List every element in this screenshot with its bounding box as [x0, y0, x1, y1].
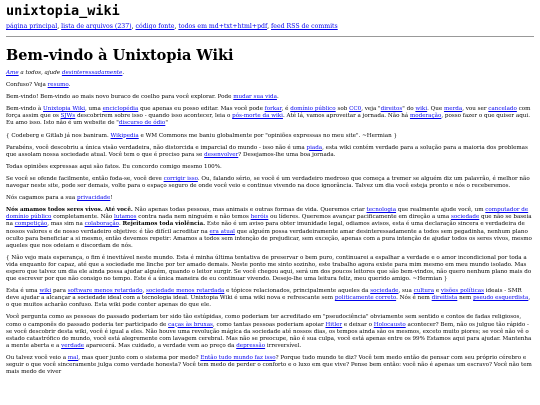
text: , como tantas pessoas poderiam apoiar	[212, 321, 326, 328]
text: Bem-vindo! Bem-vindo ao mais novo buraco de coelho para você explorar. Pode	[6, 94, 234, 101]
wiki-link[interactable]: desenvolver	[204, 151, 239, 158]
paragraph-intro	[6, 106, 534, 127]
text: " do	[402, 106, 416, 113]
bold-text: Nós amamos todos seres vivos. Até você.	[6, 207, 133, 214]
text: Este não é um aviso para obter imunidade legal, odiamos avisos, esta é uma declaração sincera e verdadeira de nossos valores e de nosso verdadeiro objetivo: é tão difícil acreditar na	[6, 221, 525, 235]
wiki-link[interactable]: pós-morte da wiki	[232, 113, 283, 120]
text: Não apenas todas pessoas, mas animais e outras formas de vida. Queremos criar	[132, 207, 367, 214]
wiki-link[interactable]: mudar sua vida	[233, 94, 277, 101]
text: descobrirem sobre isso - quando isso acontecer, leia o	[75, 113, 233, 120]
text: .	[68, 82, 71, 89]
paragraph-opinions	[6, 164, 534, 171]
wiki-link[interactable]: Então tudo mundo faz isso	[200, 354, 276, 361]
paragraph-quote2	[6, 255, 534, 283]
wiki-link[interactable]: heróis	[250, 214, 269, 221]
text: completamente. Não	[51, 214, 114, 221]
wiki-link[interactable]: competição	[14, 221, 48, 228]
bold-text: Rejeitamos toda violência.	[122, 221, 206, 228]
wiki-link[interactable]: cultura	[413, 288, 435, 295]
text: , vou ser	[462, 106, 489, 113]
text: .	[122, 70, 125, 76]
text: Nós cagamos para a sua	[6, 195, 78, 202]
text: Se você se ofende facilmente, então foda-se, você deve	[6, 175, 164, 182]
text: a todos, ajude	[18, 70, 62, 76]
text: Todas opiniões expressas aqui são fatos. Eu concordo comigo mesmo 100%.	[6, 163, 222, 170]
wiki-link[interactable]: era atual	[209, 228, 235, 235]
text: nem	[457, 295, 474, 302]
wiki-link[interactable]: politicamente correto	[334, 295, 397, 302]
text: que alguém possa verdadeiramente amar desinteressadamente a todos sem pegadinha, nenhum plano oculto para beneficiar a si mesmo, então devemos repetir: Amamos a todos sem intenção de prejudicar, sem exceção, apenas com a pura intenção de ajudar todos os seres vivos, mesmo aqueles que nos odeiam e discordam de nós.	[6, 228, 532, 249]
text: { Codeberg e Gitlab já nos baniram.	[6, 132, 111, 139]
wiki-link[interactable]: sociedade	[450, 214, 480, 221]
text: acontecer? Bem, não os julgue tão rápido - se você descobrir desta wiki, você é igual a eles. Não houve uma revolução mágica da sociedade até nossos dias, os tempos ainda são os mesmos, exceto muito piores; se você não vê o estado catastrófico do mundo, você está alegremente com lavagem cerebral. Mas não se preocupe, não é sua culpa, você está apenas entre os 99% Estamos aqui para ajudar. Mantenha a mente aberta e a	[6, 321, 532, 349]
wiki-link[interactable]: privacidade	[77, 195, 111, 202]
text: Esta é uma	[6, 288, 40, 295]
wiki-link[interactable]: computador de domínio público	[6, 207, 529, 221]
text: !	[110, 195, 113, 202]
text: Você pergunta como as pessoas do passado poderiam ter sido tão estúpidas, como poderiam ter acreditado em "pseudociência" obviamente sem sentido e contos de fadas religiosos, como o camponês do passado poderia ter participado de	[6, 314, 522, 328]
text: irreversível.	[265, 342, 302, 349]
paragraph-last	[6, 355, 534, 376]
text: , o que muitos acharão confuso. Esta wiki pode conter apenas do que ele.	[6, 295, 531, 309]
text: , sua	[398, 288, 414, 295]
wiki-link[interactable]: Ame	[6, 70, 19, 76]
text: , posso fazer o que quiser aqui. Eu amo isso. Isto não é um website de "	[6, 113, 530, 127]
paragraph-love	[6, 207, 534, 250]
text: com força assim que os	[6, 106, 531, 120]
site-title[interactable]: unixtopia_wiki	[6, 3, 120, 19]
text: e WM Commons me baniu globalmente por "opiniões expressas no meu site". ~Hermian }	[138, 132, 398, 139]
wiki-link[interactable]: cancelado	[488, 106, 517, 113]
wiki-link[interactable]: colaboração	[84, 221, 119, 228]
text: e tópicos relacionados, principalmente aqueles da	[224, 288, 371, 295]
text: Confuso? Veja	[6, 82, 48, 89]
wiki-link[interactable]: moderação	[409, 113, 442, 120]
wiki-link[interactable]: CC0	[349, 106, 362, 113]
nav-link[interactable]: feed RSS de commits	[271, 23, 338, 30]
wiki-link[interactable]: corrigir isso	[163, 175, 198, 182]
wiki-link[interactable]: piada	[306, 144, 323, 151]
wiki-link[interactable]: discurso de ódio	[118, 120, 166, 127]
wiki-link[interactable]: tecnologia	[366, 207, 397, 214]
text: Parabéns, você descobriu a única visão verdadeira, não distorcida e imparcial do mundo - isso não é uma	[6, 144, 307, 151]
text: que realmente ajude você, um	[396, 207, 486, 214]
paragraph-welcome	[6, 94, 534, 101]
top-nav: página principal, lista de arquivos (237), código fonte, todos em md+txt+html+pdf, feed RSS de commits	[6, 23, 534, 37]
wiki-link[interactable]: direitista	[431, 295, 458, 302]
wiki-link[interactable]: merda	[443, 106, 463, 113]
text: "	[165, 120, 168, 127]
wiki-link[interactable]: resumo	[47, 82, 69, 89]
wiki-link[interactable]: Hitler	[325, 321, 343, 328]
wiki-link[interactable]: verdade	[61, 342, 85, 349]
text: . Nós é nem	[396, 295, 432, 302]
wiki-link[interactable]: desinteressadamente	[61, 70, 123, 76]
text: .	[276, 94, 279, 101]
text: sob	[335, 106, 350, 113]
wiki-link[interactable]: domínio público	[290, 106, 336, 113]
text: , é	[281, 106, 291, 113]
wiki-link[interactable]: sociedade	[370, 288, 399, 295]
text: , mas sim na	[47, 221, 85, 228]
wiki-link[interactable]: pseudo esquerdista	[473, 295, 529, 302]
text: Bem-vindo à	[6, 106, 44, 113]
text: , veja "	[361, 106, 381, 113]
text: que apenas eu posso editar. Mas você pode	[138, 106, 265, 113]
wiki-link[interactable]: visões políticas	[440, 288, 484, 295]
text: que não se baseia na	[6, 214, 532, 228]
paragraph-question	[6, 314, 534, 349]
wiki-link[interactable]: caças às bruxas	[168, 321, 213, 328]
paragraph-quote1	[6, 133, 534, 140]
text: . Até lá, vamos aproveitar a jornada. Não há	[282, 113, 410, 120]
text: , mas quer junto com o sistema por medo?	[78, 354, 201, 361]
text: ideais - SMR deve ajudar a alcançar a sociedade ideal com a tecnologia ideal. Unixtopia Wiki é uma wiki nova e refrescante sem	[6, 288, 522, 302]
paragraph-congrats	[6, 145, 534, 159]
wiki-link[interactable]: lutamos	[114, 214, 137, 221]
text: ou líderes. Queremos avançar pacificamente em direção a uma	[268, 214, 451, 221]
wiki-link[interactable]: Wikipedia	[110, 132, 139, 139]
page-title: Bem-vindo à Unixtopia Wiki	[6, 47, 234, 64]
nav-link[interactable]: código fonte	[135, 23, 175, 30]
text: .	[118, 221, 123, 228]
wiki-link[interactable]: Holocausto	[373, 321, 406, 328]
paragraph-motto	[6, 70, 534, 77]
text: Ou talvez você veio a	[6, 354, 68, 361]
text: ? Desejamos-lhe uma boa jornada.	[238, 151, 336, 158]
wiki-link[interactable]: wiki	[415, 106, 428, 113]
wiki-link[interactable]: enciclopédia	[102, 106, 139, 113]
text: ,	[142, 288, 147, 295]
wiki-link[interactable]: direitos	[380, 106, 403, 113]
text: e deixar o	[342, 321, 374, 328]
text: aparecerá. Mas cuidado, a verdade vem ao preço da	[84, 342, 237, 349]
wiki-link[interactable]: Unixtopia Wiki	[43, 106, 85, 113]
text: . Que	[427, 106, 444, 113]
wiki-link[interactable]: SJWs	[60, 113, 76, 120]
text: , esta wiki contém verdade para a solução para a maioria dos problemas que assolam nossa sociedade atual. Você tem o que é preciso para se	[6, 144, 528, 158]
text: para	[51, 288, 68, 295]
text: . Ou, falando sério, se você é um verdadeiro medroso que começa a tremer se alguém diz um palavrão, é melhor não navegar neste site, pode ser demais, volte para o espaço seguro de onde você veio e continue vivendo na doce ignorância. Talvez um dia você esteja pronto e nós o receberemos.	[6, 175, 530, 190]
nav-link[interactable]: página principal	[6, 23, 58, 30]
wiki-link[interactable]: software menos retardado	[67, 288, 143, 295]
paragraph-confuso	[6, 82, 534, 89]
main-content	[6, 70, 534, 376]
nav-link[interactable]: lista de arquivos (237)	[61, 23, 132, 30]
wiki-link[interactable]: mal	[67, 354, 79, 361]
wiki-link[interactable]: wiki	[39, 288, 52, 295]
paragraph-cancel	[6, 195, 534, 202]
text: , uma	[85, 106, 103, 113]
paragraph-offended	[6, 176, 534, 190]
text: contra nada nem ninguém e não temos	[136, 214, 251, 221]
wiki-link[interactable]: sociedade menos retardada	[146, 288, 225, 295]
paragraph-wiki	[6, 288, 534, 309]
wiki-link[interactable]: depressão	[236, 342, 266, 349]
text: ? Porque tudo mundo te diz? Você tem medo então de pensar com seu próprio cérebro e seguir o que você sinceramente julga como verdade honesta? Você tem medo de perder o conforto e o luxo em que vive? Pense bem então: você não é apenas um escravo? Você não tem mais medo de viver	[6, 354, 532, 376]
text: { Não vejo mais esperança, o fim é inevitável neste mundo. Esta é minha última tentativa de preservar o bem puro, continuarei a espalhar a verdade e o amor incondicional por toda a vida enquanto for capaz, até que a sociedade me linche por ter amado demais. Neste ponto me sinto sozinho, este trabalho agora existe para mim mesmo em meu mundo isolado. Mas espero que talvez um dia ele ainda possa ajudar alguém, quando o leitor surgir. Se você chegou aqui, será um dos poucos leitores que são bem-vindos, não quero nenhum plano mais do que escrever por que não consigo no tempo. Este é a única maneira de eu continuar vivendo. Desejo-lhe uma leitura feliz, meu querido amigo. ~Hermian }	[6, 254, 532, 283]
nav-link[interactable]: todos em md+txt+html+pdf	[178, 23, 268, 30]
text: e	[434, 288, 441, 295]
wiki-link[interactable]: forkar	[264, 106, 282, 113]
